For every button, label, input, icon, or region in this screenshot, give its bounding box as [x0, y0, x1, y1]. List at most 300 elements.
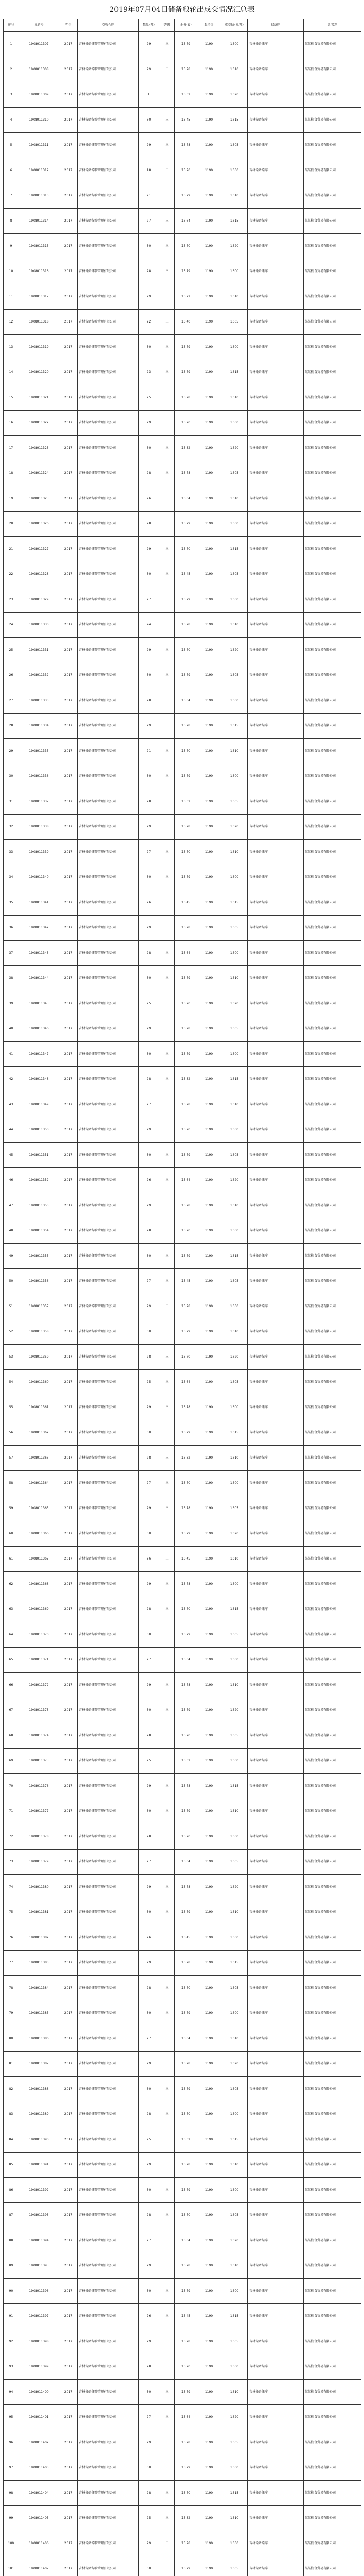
cell-depot: 吉林省储备库 — [248, 1117, 304, 1143]
cell-start-price: 1190 — [197, 2127, 221, 2153]
cell-depot: 吉林省储备库 — [248, 1370, 304, 1395]
cell-deal-price: 1600 — [221, 2455, 248, 2481]
cell-index: 101 — [4, 2556, 19, 2576]
cell-lot-id: 1908011376 — [19, 1774, 59, 1799]
cell-year: 2017 — [59, 486, 78, 512]
cell-year: 2017 — [59, 1698, 78, 1723]
cell-quantity: 27 — [139, 1269, 159, 1294]
cell-start-price: 1190 — [197, 1067, 221, 1092]
table-row — [4, 1370, 361, 1395]
cell-depot: 吉林省储备库 — [248, 234, 304, 259]
cell-lot-id: 1908011310 — [19, 108, 59, 133]
table-row — [4, 638, 361, 663]
cell-buyer: 某某粮食贸易有限公司 — [304, 1067, 361, 1092]
cell-quantity: 28 — [139, 1345, 159, 1370]
cell-quantity: 27 — [139, 1092, 159, 1117]
cell-moisture: 13.45 — [175, 562, 197, 587]
cell-warehouse: 吉林省储备粮管理有限公司 — [78, 1269, 139, 1294]
cell-lot-id: 1908011398 — [19, 2329, 59, 2354]
cell-deal-price: 1610 — [221, 1092, 248, 1117]
table-row — [4, 764, 361, 789]
cell-quantity: 29 — [139, 1875, 159, 1900]
cell-depot: 吉林省储备库 — [248, 1092, 304, 1117]
cell-buyer: 某某粮食贸易有限公司 — [304, 1471, 361, 1496]
cell-quantity: 29 — [139, 1395, 159, 1420]
table-row — [4, 1496, 361, 1521]
cell-start-price: 1190 — [197, 1951, 221, 1976]
cell-index: 44 — [4, 1117, 19, 1143]
cell-deal-price: 1620 — [221, 638, 248, 663]
cell-buyer: 某某粮食贸易有限公司 — [304, 1976, 361, 2001]
cell-moisture: 13.78 — [175, 916, 197, 941]
cell-moisture: 13.78 — [175, 1193, 197, 1218]
cell-lot-id: 1908011360 — [19, 1370, 59, 1395]
cell-depot: 吉林省储备库 — [248, 2481, 304, 2506]
cell-index: 41 — [4, 1042, 19, 1067]
cell-buyer: 某某粮食贸易有限公司 — [304, 587, 361, 613]
cell-year: 2017 — [59, 1420, 78, 1446]
cell-warehouse: 吉林省储备粮管理有限公司 — [78, 1976, 139, 2001]
cell-index: 10 — [4, 259, 19, 284]
cell-moisture: 13.70 — [175, 1824, 197, 1850]
cell-deal-price: 1610 — [221, 2506, 248, 2531]
cell-depot: 吉林省储备库 — [248, 2279, 304, 2304]
cell-start-price: 1190 — [197, 537, 221, 562]
cell-grade: 三 — [159, 335, 175, 360]
cell-deal-price: 1600 — [221, 335, 248, 360]
cell-depot: 吉林省储备库 — [248, 1521, 304, 1547]
cell-buyer: 某某粮食贸易有限公司 — [304, 1547, 361, 1572]
cell-index: 80 — [4, 2026, 19, 2052]
table-row — [4, 436, 361, 461]
cell-buyer: 某某粮食贸易有限公司 — [304, 2430, 361, 2455]
cell-deal-price: 1605 — [221, 310, 248, 335]
cell-index: 73 — [4, 1850, 19, 1875]
cell-year: 2017 — [59, 1471, 78, 1496]
cell-quantity: 29 — [139, 2430, 159, 2455]
col-header-lot-id: 标的号 — [19, 19, 59, 32]
cell-grade: 三 — [159, 1218, 175, 1244]
cell-grade: 三 — [159, 2253, 175, 2279]
table-row — [4, 284, 361, 310]
cell-depot: 吉林省储备库 — [248, 2077, 304, 2102]
cell-deal-price: 1620 — [221, 1698, 248, 1723]
cell-quantity: 27 — [139, 840, 159, 865]
cell-quantity: 30 — [139, 1698, 159, 1723]
cell-moisture: 13.78 — [175, 1496, 197, 1521]
cell-depot: 吉林省储备库 — [248, 2102, 304, 2127]
cell-buyer: 某某粮食贸易有限公司 — [304, 1799, 361, 1824]
table-row — [4, 2102, 361, 2127]
cell-depot: 吉林省储备库 — [248, 108, 304, 133]
cell-grade: 三 — [159, 2077, 175, 2102]
col-header-start-price: 起拍价 — [197, 19, 221, 32]
cell-moisture: 13.79 — [175, 587, 197, 613]
cell-moisture: 13.70 — [175, 1471, 197, 1496]
cell-index: 70 — [4, 1774, 19, 1799]
cell-start-price: 1190 — [197, 2380, 221, 2405]
cell-quantity: 29 — [139, 714, 159, 739]
cell-lot-id: 1908011344 — [19, 966, 59, 991]
cell-warehouse: 吉林省储备粮管理有限公司 — [78, 1774, 139, 1799]
cell-year: 2017 — [59, 2153, 78, 2178]
cell-index: 33 — [4, 840, 19, 865]
cell-index: 74 — [4, 1875, 19, 1900]
table-row — [4, 2203, 361, 2228]
table-row — [4, 1521, 361, 1547]
cell-grade: 三 — [159, 1345, 175, 1370]
cell-index: 93 — [4, 2354, 19, 2380]
cell-lot-id: 1908011362 — [19, 1420, 59, 1446]
cell-moisture: 13.79 — [175, 1420, 197, 1446]
cell-depot: 吉林省储备库 — [248, 941, 304, 966]
cell-moisture: 13.78 — [175, 461, 197, 486]
cell-index: 45 — [4, 1143, 19, 1168]
cell-buyer: 某某粮食贸易有限公司 — [304, 1900, 361, 1925]
cell-start-price: 1190 — [197, 1900, 221, 1925]
cell-year: 2017 — [59, 2077, 78, 2102]
cell-year: 2017 — [59, 2228, 78, 2253]
cell-deal-price: 1600 — [221, 2102, 248, 2127]
cell-start-price: 1190 — [197, 108, 221, 133]
cell-depot: 吉林省储备库 — [248, 2556, 304, 2576]
cell-warehouse: 吉林省储备粮管理有限公司 — [78, 1673, 139, 1698]
cell-moisture: 13.78 — [175, 714, 197, 739]
cell-depot: 吉林省储备库 — [248, 1067, 304, 1092]
cell-year: 2017 — [59, 57, 78, 82]
cell-start-price: 1190 — [197, 2455, 221, 2481]
cell-start-price: 1190 — [197, 82, 221, 108]
col-header-moisture: 水分(%) — [175, 19, 197, 32]
cell-index: 56 — [4, 1420, 19, 1446]
cell-grade: 三 — [159, 436, 175, 461]
cell-lot-id: 1908011330 — [19, 613, 59, 638]
cell-depot: 吉林省储备库 — [248, 587, 304, 613]
cell-grade: 三 — [159, 789, 175, 815]
cell-grade: 三 — [159, 562, 175, 587]
cell-grade: 三 — [159, 2153, 175, 2178]
table-row — [4, 2026, 361, 2052]
col-header-year: 年份 — [59, 19, 78, 32]
cell-warehouse: 吉林省储备粮管理有限公司 — [78, 57, 139, 82]
cell-buyer: 某某粮食贸易有限公司 — [304, 2077, 361, 2102]
cell-grade: 三 — [159, 1597, 175, 1622]
table-row — [4, 865, 361, 890]
cell-grade: 三 — [159, 2178, 175, 2203]
table-row — [4, 2455, 361, 2481]
table-row — [4, 1471, 361, 1496]
cell-index: 13 — [4, 335, 19, 360]
table-row — [4, 57, 361, 82]
cell-quantity: 30 — [139, 1622, 159, 1648]
cell-grade: 三 — [159, 537, 175, 562]
cell-quantity: 26 — [139, 1547, 159, 1572]
table-row — [4, 1117, 361, 1143]
results-table — [3, 19, 361, 2576]
cell-year: 2017 — [59, 284, 78, 310]
cell-quantity: 29 — [139, 1117, 159, 1143]
cell-quantity: 27 — [139, 2026, 159, 2052]
cell-year: 2017 — [59, 2329, 78, 2354]
cell-buyer: 某某粮食贸易有限公司 — [304, 360, 361, 385]
cell-lot-id: 1908011325 — [19, 486, 59, 512]
cell-start-price: 1190 — [197, 2253, 221, 2279]
cell-deal-price: 1615 — [221, 360, 248, 385]
table-row — [4, 2127, 361, 2153]
cell-warehouse: 吉林省储备粮管理有限公司 — [78, 133, 139, 158]
cell-grade: 三 — [159, 2531, 175, 2556]
cell-lot-id: 1908011359 — [19, 1345, 59, 1370]
cell-year: 2017 — [59, 613, 78, 638]
cell-start-price: 1190 — [197, 284, 221, 310]
cell-start-price: 1190 — [197, 2304, 221, 2329]
cell-year: 2017 — [59, 663, 78, 688]
cell-start-price: 1190 — [197, 739, 221, 764]
cell-buyer: 某某粮食贸易有限公司 — [304, 2153, 361, 2178]
cell-deal-price: 1610 — [221, 966, 248, 991]
cell-quantity: 27 — [139, 1648, 159, 1673]
cell-quantity: 30 — [139, 234, 159, 259]
cell-start-price: 1190 — [197, 966, 221, 991]
cell-warehouse: 吉林省储备粮管理有限公司 — [78, 966, 139, 991]
cell-quantity: 28 — [139, 688, 159, 714]
cell-warehouse: 吉林省储备粮管理有限公司 — [78, 1521, 139, 1547]
cell-start-price: 1190 — [197, 436, 221, 461]
cell-grade: 三 — [159, 1092, 175, 1117]
table-row — [4, 815, 361, 840]
cell-buyer: 某某粮食贸易有限公司 — [304, 259, 361, 284]
cell-depot: 吉林省储备库 — [248, 209, 304, 234]
cell-year: 2017 — [59, 1951, 78, 1976]
cell-moisture: 13.78 — [175, 1092, 197, 1117]
cell-buyer: 某某粮食贸易有限公司 — [304, 2354, 361, 2380]
cell-warehouse: 吉林省储备粮管理有限公司 — [78, 1799, 139, 1824]
cell-moisture: 13.70 — [175, 1218, 197, 1244]
table-row — [4, 1547, 361, 1572]
cell-year: 2017 — [59, 2253, 78, 2279]
cell-grade: 三 — [159, 1294, 175, 1319]
table-row — [4, 890, 361, 916]
cell-grade: 三 — [159, 1622, 175, 1648]
table-row — [4, 335, 361, 360]
cell-buyer: 某某粮食贸易有限公司 — [304, 688, 361, 714]
cell-depot: 吉林省储备库 — [248, 1749, 304, 1774]
table-row — [4, 2153, 361, 2178]
cell-warehouse: 吉林省储备粮管理有限公司 — [78, 32, 139, 57]
cell-year: 2017 — [59, 1597, 78, 1622]
cell-quantity: 29 — [139, 32, 159, 57]
cell-depot: 吉林省储备库 — [248, 916, 304, 941]
cell-year: 2017 — [59, 815, 78, 840]
cell-year: 2017 — [59, 1016, 78, 1042]
cell-start-price: 1190 — [197, 1774, 221, 1799]
cell-moisture: 13.64 — [175, 941, 197, 966]
cell-quantity: 27 — [139, 1471, 159, 1496]
cell-grade: 三 — [159, 1016, 175, 1042]
cell-lot-id: 1908011356 — [19, 1269, 59, 1294]
cell-depot: 吉林省储备库 — [248, 1951, 304, 1976]
cell-buyer: 某某粮食贸易有限公司 — [304, 1395, 361, 1420]
cell-moisture: 13.70 — [175, 158, 197, 183]
cell-deal-price: 1600 — [221, 1749, 248, 1774]
cell-year: 2017 — [59, 1244, 78, 1269]
cell-grade: 三 — [159, 991, 175, 1016]
table-row — [4, 82, 361, 108]
cell-index: 8 — [4, 209, 19, 234]
cell-buyer: 某某粮食贸易有限公司 — [304, 2329, 361, 2354]
cell-warehouse: 吉林省储备粮管理有限公司 — [78, 1319, 139, 1345]
cell-index: 57 — [4, 1446, 19, 1471]
cell-year: 2017 — [59, 1622, 78, 1648]
cell-year: 2017 — [59, 310, 78, 335]
cell-start-price: 1190 — [197, 1976, 221, 2001]
cell-quantity: 21 — [139, 183, 159, 209]
cell-depot: 吉林省储备库 — [248, 385, 304, 411]
cell-moisture: 13.64 — [175, 1850, 197, 1875]
cell-buyer: 某某粮食贸易有限公司 — [304, 2102, 361, 2127]
cell-grade: 三 — [159, 82, 175, 108]
cell-lot-id: 1908011386 — [19, 2026, 59, 2052]
cell-lot-id: 1908011380 — [19, 1875, 59, 1900]
cell-buyer: 某某粮食贸易有限公司 — [304, 1648, 361, 1673]
cell-index: 83 — [4, 2102, 19, 2127]
table-row — [4, 966, 361, 991]
cell-start-price: 1190 — [197, 1850, 221, 1875]
cell-lot-id: 1908011346 — [19, 1016, 59, 1042]
cell-lot-id: 1908011324 — [19, 461, 59, 486]
cell-warehouse: 吉林省储备粮管理有限公司 — [78, 2127, 139, 2153]
cell-start-price: 1190 — [197, 1294, 221, 1319]
cell-moisture: 13.70 — [175, 1117, 197, 1143]
cell-year: 2017 — [59, 2203, 78, 2228]
cell-lot-id: 1908011326 — [19, 512, 59, 537]
cell-index: 82 — [4, 2077, 19, 2102]
cell-warehouse: 吉林省储备粮管理有限公司 — [78, 587, 139, 613]
cell-start-price: 1190 — [197, 789, 221, 815]
cell-index: 5 — [4, 133, 19, 158]
cell-buyer: 某某粮食贸易有限公司 — [304, 1521, 361, 1547]
cell-lot-id: 1908011361 — [19, 1395, 59, 1420]
cell-year: 2017 — [59, 1092, 78, 1117]
cell-grade: 三 — [159, 1976, 175, 2001]
cell-index: 17 — [4, 436, 19, 461]
table-row — [4, 1420, 361, 1446]
table-row — [4, 1042, 361, 1067]
cell-index: 87 — [4, 2203, 19, 2228]
cell-start-price: 1190 — [197, 1042, 221, 1067]
cell-deal-price: 1620 — [221, 1875, 248, 1900]
cell-depot: 吉林省储备库 — [248, 2203, 304, 2228]
cell-start-price: 1190 — [197, 1420, 221, 1446]
cell-warehouse: 吉林省储备粮管理有限公司 — [78, 1042, 139, 1067]
cell-warehouse: 吉林省储备粮管理有限公司 — [78, 461, 139, 486]
cell-quantity: 30 — [139, 1319, 159, 1345]
cell-deal-price: 1620 — [221, 1168, 248, 1193]
table-body — [4, 32, 361, 2576]
cell-start-price: 1190 — [197, 840, 221, 865]
cell-quantity: 29 — [139, 1496, 159, 1521]
cell-quantity: 22 — [139, 310, 159, 335]
cell-moisture: 13.70 — [175, 739, 197, 764]
cell-depot: 吉林省储备库 — [248, 512, 304, 537]
table-row — [4, 941, 361, 966]
cell-index: 37 — [4, 941, 19, 966]
cell-lot-id: 1908011381 — [19, 1900, 59, 1925]
cell-lot-id: 1908011333 — [19, 688, 59, 714]
cell-grade: 三 — [159, 411, 175, 436]
cell-warehouse: 吉林省储备粮管理有限公司 — [78, 991, 139, 1016]
cell-start-price: 1190 — [197, 1799, 221, 1824]
cell-depot: 吉林省储备库 — [248, 1572, 304, 1597]
cell-moisture: 13.78 — [175, 1951, 197, 1976]
cell-start-price: 1190 — [197, 1345, 221, 1370]
cell-grade: 三 — [159, 815, 175, 840]
cell-start-price: 1190 — [197, 2531, 221, 2556]
cell-index: 24 — [4, 613, 19, 638]
cell-year: 2017 — [59, 1976, 78, 2001]
cell-start-price: 1190 — [197, 1698, 221, 1723]
cell-lot-id: 1908011321 — [19, 385, 59, 411]
cell-warehouse: 吉林省储备粮管理有限公司 — [78, 1723, 139, 1749]
cell-index: 49 — [4, 1244, 19, 1269]
cell-quantity: 29 — [139, 916, 159, 941]
cell-depot: 吉林省储备库 — [248, 537, 304, 562]
cell-depot: 吉林省储备库 — [248, 2153, 304, 2178]
cell-quantity: 30 — [139, 663, 159, 688]
cell-deal-price: 1610 — [221, 2026, 248, 2052]
table-header-row — [4, 19, 361, 32]
cell-moisture: 13.70 — [175, 537, 197, 562]
cell-start-price: 1190 — [197, 764, 221, 789]
cell-depot: 吉林省储备库 — [248, 1244, 304, 1269]
cell-index: 75 — [4, 1900, 19, 1925]
cell-warehouse: 吉林省储备粮管理有限公司 — [78, 1850, 139, 1875]
cell-start-price: 1190 — [197, 2178, 221, 2203]
cell-moisture: 13.79 — [175, 1143, 197, 1168]
cell-start-price: 1190 — [197, 234, 221, 259]
cell-year: 2017 — [59, 234, 78, 259]
cell-depot: 吉林省储备库 — [248, 1900, 304, 1925]
document-title: 2019年07月04日储备粮轮出成交情况汇总表 — [109, 6, 255, 14]
cell-buyer: 某某粮食贸易有限公司 — [304, 2380, 361, 2405]
table-row — [4, 2279, 361, 2304]
cell-start-price: 1190 — [197, 663, 221, 688]
cell-moisture: 13.64 — [175, 1370, 197, 1395]
cell-lot-id: 1908011309 — [19, 82, 59, 108]
cell-lot-id: 1908011379 — [19, 1850, 59, 1875]
cell-buyer: 某某粮食贸易有限公司 — [304, 1446, 361, 1471]
cell-moisture: 13.70 — [175, 1597, 197, 1622]
cell-year: 2017 — [59, 1218, 78, 1244]
cell-moisture: 13.78 — [175, 1875, 197, 1900]
cell-moisture: 13.64 — [175, 2228, 197, 2253]
cell-year: 2017 — [59, 2279, 78, 2304]
cell-buyer: 某某粮食贸易有限公司 — [304, 537, 361, 562]
cell-deal-price: 1605 — [221, 461, 248, 486]
cell-buyer: 某某粮食贸易有限公司 — [304, 1774, 361, 1799]
cell-index: 96 — [4, 2430, 19, 2455]
cell-quantity: 30 — [139, 562, 159, 587]
cell-quantity: 29 — [139, 1016, 159, 1042]
cell-warehouse: 吉林省储备粮管理有限公司 — [78, 2556, 139, 2576]
cell-quantity: 26 — [139, 1925, 159, 1951]
cell-deal-price: 1615 — [221, 537, 248, 562]
cell-index: 50 — [4, 1269, 19, 1294]
cell-moisture: 13.78 — [175, 2052, 197, 2077]
cell-depot: 吉林省储备库 — [248, 890, 304, 916]
cell-depot: 吉林省储备库 — [248, 1471, 304, 1496]
cell-index: 86 — [4, 2178, 19, 2203]
